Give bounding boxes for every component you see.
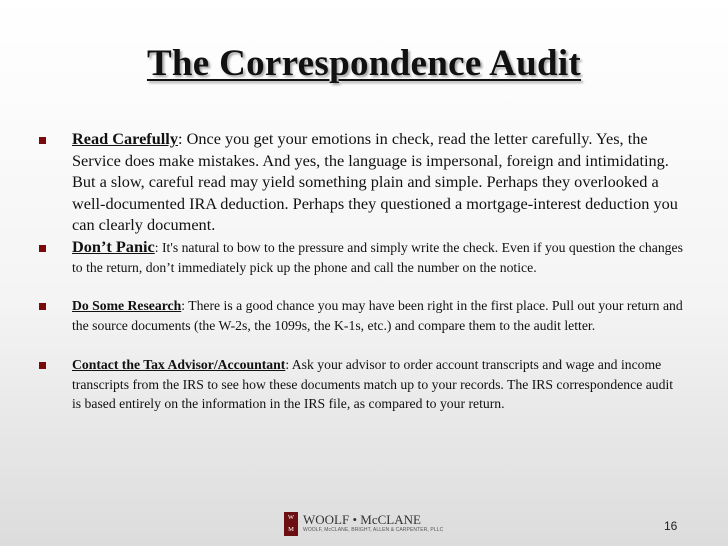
bullet-lead: Do Some Research xyxy=(72,298,182,313)
firm-logo-mark xyxy=(284,512,298,536)
bullet-item xyxy=(72,355,684,414)
bullet-text: : It's natural to bow to the pressure and simply write the check. Even if you question the changes to the return, don’t immediately pick up the phone and call the number on the notice. xyxy=(72,240,683,275)
square-bullet-icon xyxy=(39,362,46,369)
bullet-text: : There is a good chance you may have been right in the first place. Pull out your return and the source documents (the W-2s, the 1099s, the K-1s, etc.) and compare them to the audit letter. xyxy=(72,298,683,333)
square-bullet-icon xyxy=(39,245,46,252)
bullet-item xyxy=(72,296,684,335)
square-bullet-icon xyxy=(39,137,46,144)
firm-name: WOOLF • McCLANE xyxy=(303,512,421,527)
bullet-lead: Read Carefully xyxy=(72,129,178,148)
page-number: 16 xyxy=(664,519,678,533)
bullet-lead: Don’t Panic xyxy=(72,237,155,256)
square-bullet-icon xyxy=(39,303,46,310)
firm-tagline: WOOLF, McCLANE, BRIGHT, ALLEN & CARPENTER, PLLC xyxy=(303,527,444,533)
bullet-text: : Ask your advisor to order account transcripts and wage and income transcripts from the IRS to see how these documents match up to your records. The IRS correspondence audit is based entirely on the information in the IRS file, as compared to your return. xyxy=(72,357,674,411)
logo-mark-bottom: M xyxy=(288,526,294,533)
logo-mark-top: W xyxy=(287,514,295,521)
bullet-lead: Contact the Tax Advisor/Accountant xyxy=(72,357,286,372)
firm-logo xyxy=(284,512,474,536)
bullet-item xyxy=(72,128,684,236)
slide-title: The Correspondence Audit xyxy=(146,43,582,84)
bullet-text: : Once you get your emotions in check, read the letter carefully. Yes, the Service does make mistakes. And yes, the language is impersonal, foreign and intimidating. But a slow, careful read may yield something plain and simple. Perhaps they overlooked a well-documented IRA deduction. Perhaps they questioned a mortgage-interest deduction you can clearly document. xyxy=(72,129,678,235)
bullet-item xyxy=(72,237,684,277)
